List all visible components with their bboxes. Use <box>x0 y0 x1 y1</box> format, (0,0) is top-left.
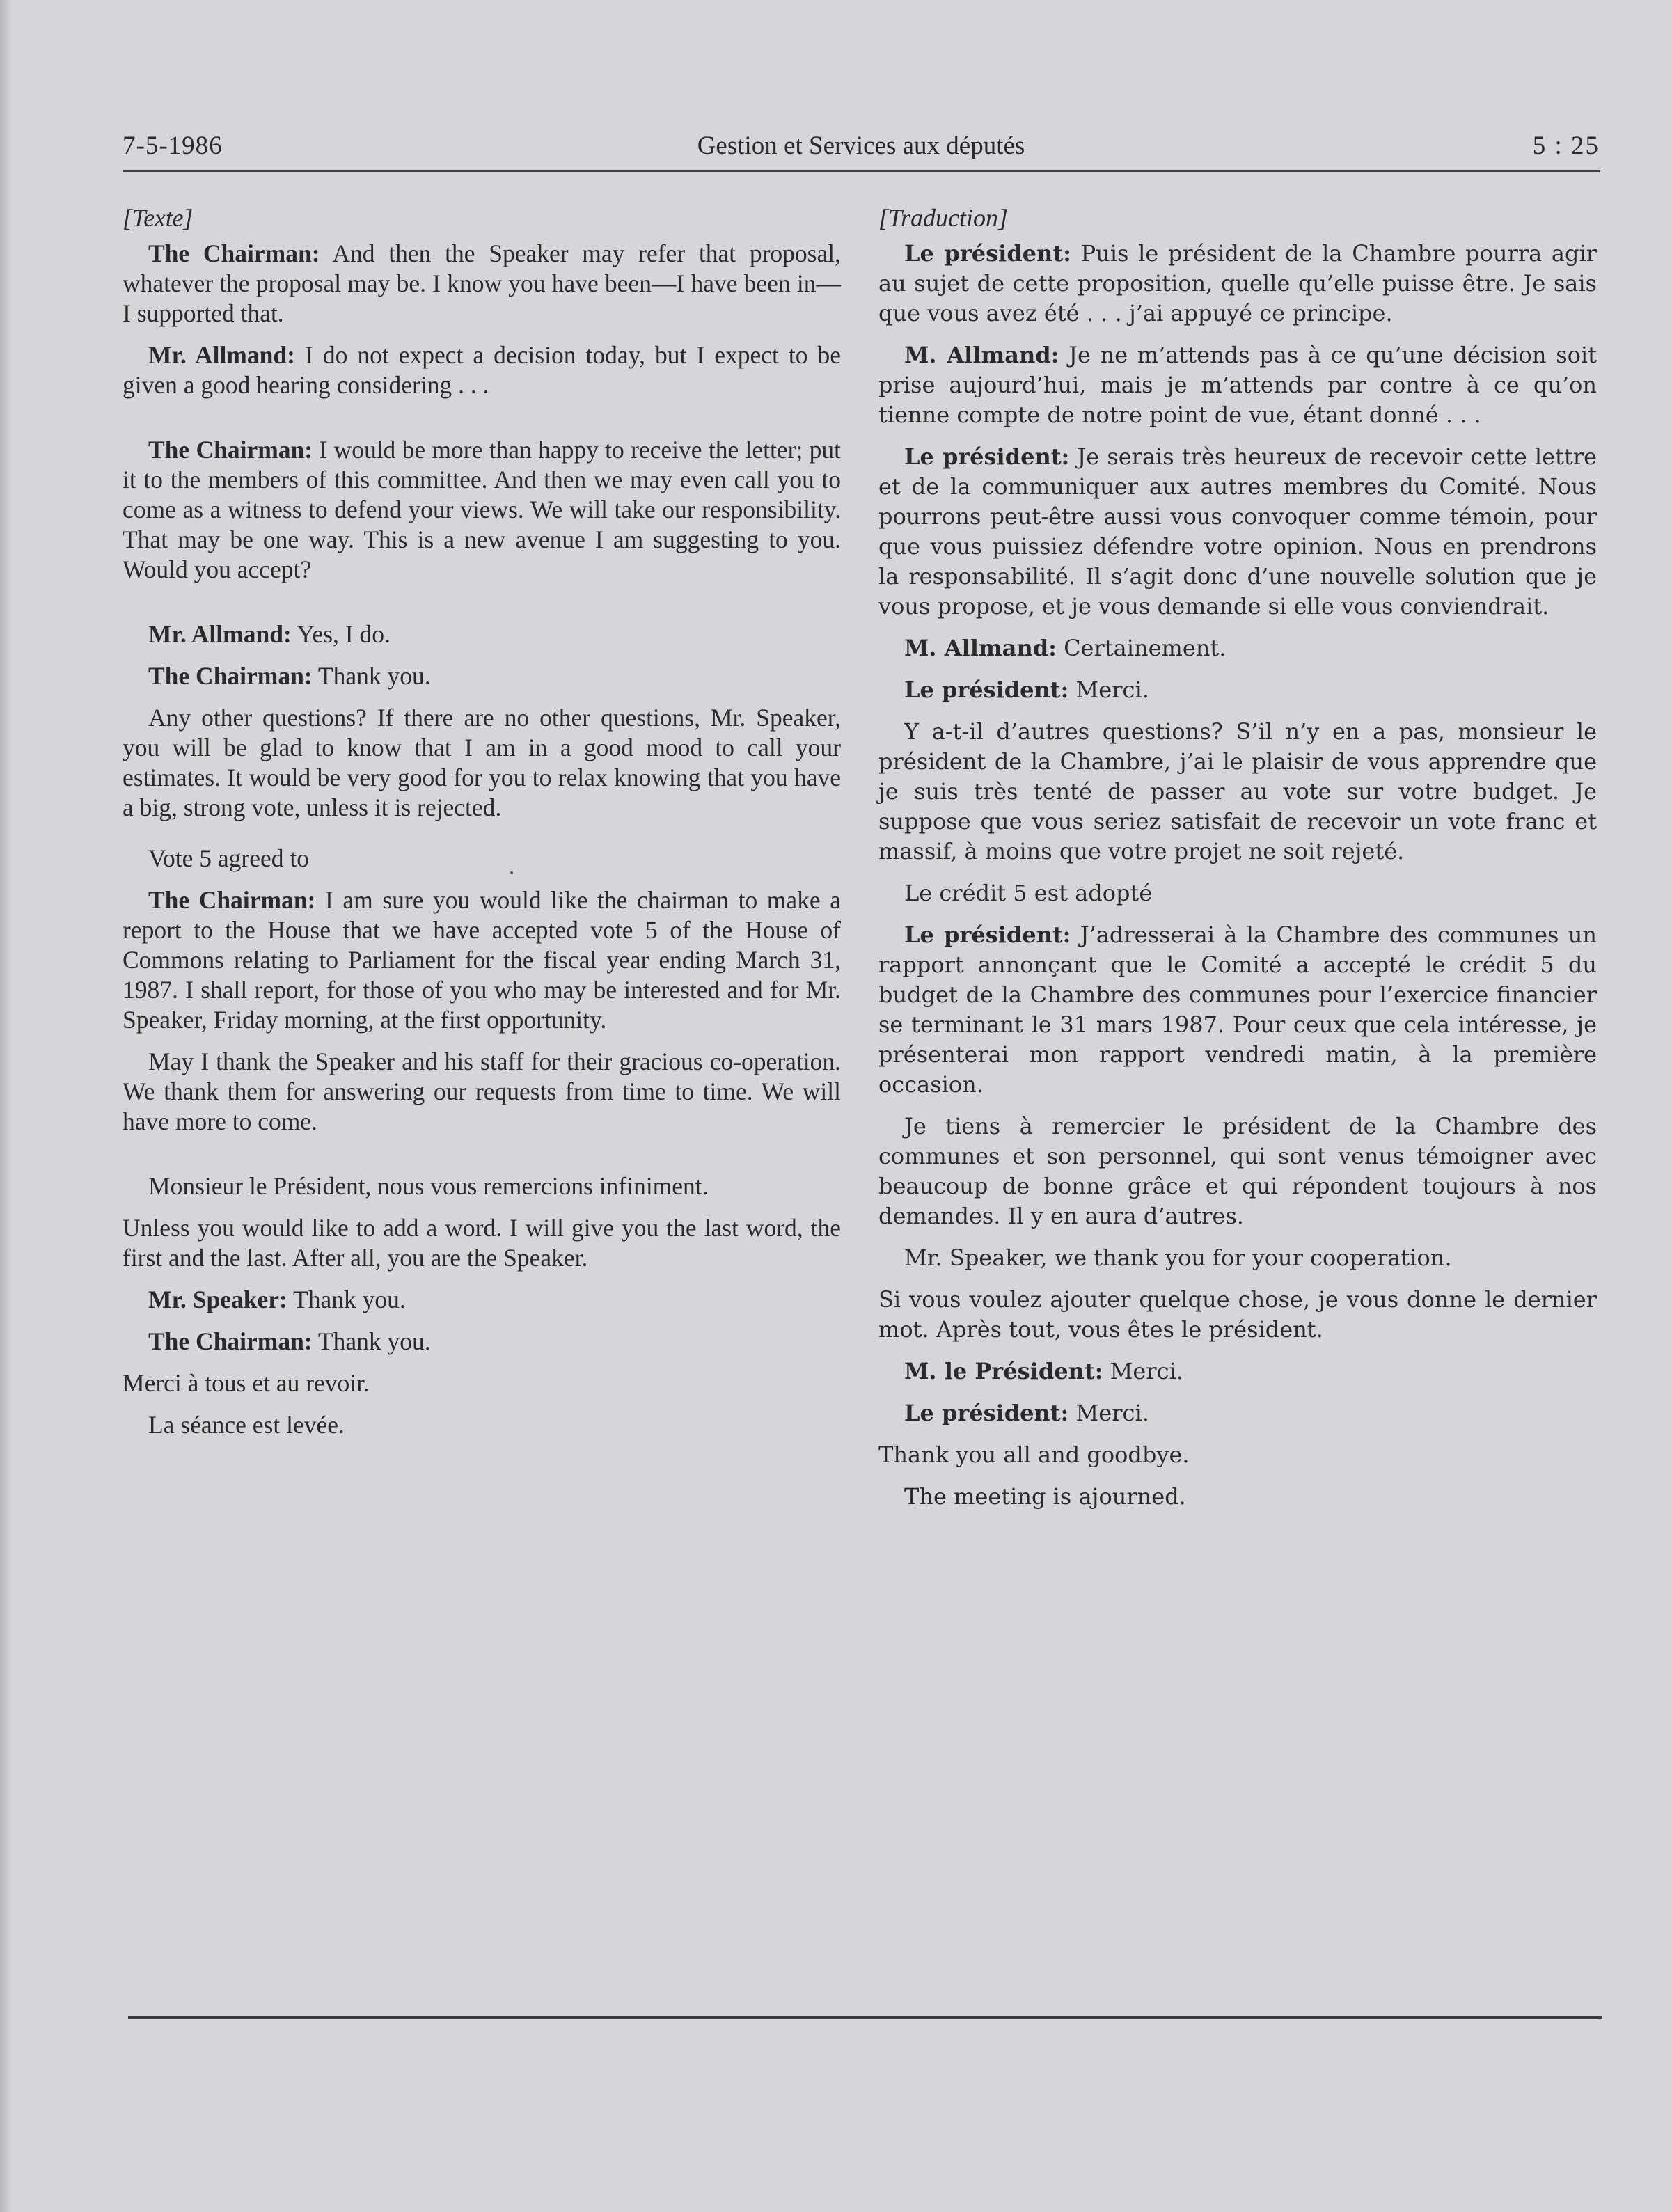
speech-text: Puis le président de la Chambre pourra agir au sujet de cette proposition, quelle qu’elle puisse être. Je sais que vous avez été . . . j’ai appuyé ce principe. <box>878 240 1598 326</box>
vote-note: Vote 5 agreed to <box>148 844 310 872</box>
paragraph <box>123 1327 841 1357</box>
closing-note: The meeting is ajourned. <box>904 1483 1186 1510</box>
paragraph: Monsieur le Président, nous vous remercions infiniment. <box>148 1172 709 1200</box>
footer-rule <box>128 2016 1602 2019</box>
paragraph: Si vous voulez ajouter quelque chose, je vous donne le dernier mot. Après tout, vous êtes le président. <box>878 1286 1597 1343</box>
paragraph <box>878 239 1597 329</box>
speaker-name: The Chairman: <box>148 1327 313 1355</box>
speech-text: I do not expect a decision today, but I expect to be given a good hearing considering . . . <box>123 341 841 399</box>
speech-text: Thank you. <box>312 662 431 690</box>
french-column <box>878 203 1597 1524</box>
header-page-number: 5 : 25 <box>1532 132 1600 160</box>
speaker-name: Mr. Speaker: <box>148 1286 287 1313</box>
speaker-name: The Chairman: <box>148 239 320 267</box>
paragraph: Unless you would like to add a word. I will give you the last word, the first and the last. After all, you are the Speaker. <box>123 1214 841 1272</box>
paragraph <box>123 435 841 585</box>
paragraph <box>123 885 841 1035</box>
paragraph <box>878 920 1597 1100</box>
speaker-name: M. Allmand: <box>904 342 1059 368</box>
paragraph: Y a-t-il d’autres questions? S’il n’y en a pas, monsieur le président de la Chambre, j’ai le plaisir de vous apprendre que je suis très tenté de passer au vote sur votre budget. Je suppose que vous seriez satisfait de recevoir un vote franc et massif, à moins que votre projet ne soit rejeté. <box>878 718 1597 864</box>
paragraph: Thank you all and goodbye. <box>878 1441 1190 1468</box>
speech-text: Certainement. <box>1056 635 1227 661</box>
speech-text: Je serais très heureux de recevoir cette lettre et de la communiquer aux autres membres du Comité. Nous pourrons peut-être aussi vous convoquer comme témoin, pour que vous puissiez défendre votre opinion. Nous en prendrons la responsabilité. Il s’agit donc d’une nouvelle solution que je vous propose, et je vous demande si elle vous conviendrait. <box>878 443 1598 619</box>
header-rule <box>123 170 1600 172</box>
vote-note: Le crédit 5 est adopté <box>904 880 1153 906</box>
column-label: [Texte] <box>123 204 194 232</box>
paragraph <box>123 340 841 400</box>
closing-note: La séance est levée. <box>148 1411 345 1439</box>
header-title: Gestion et Services aux députés <box>697 132 1025 160</box>
speaker-name: Mr. Allmand: <box>148 620 292 648</box>
speech-text: Merci. <box>1103 1358 1183 1384</box>
speaker-name: The Chairman: <box>148 886 316 914</box>
speech-text: I am sure you would like the chairman to make a report to the House that we have accepted vote 5 of the House of Commons relating to Parliament for the fiscal year ending March 31, 1987. I shall report, for those of you who may be interested and for Mr. Speaker, Friday morning, at the first opportunity. <box>123 886 841 1034</box>
paragraph: Mr. Speaker, we thank you for your cooperation. <box>904 1245 1452 1271</box>
speaker-name: The Chairman: <box>148 436 313 464</box>
paragraph <box>878 340 1597 430</box>
speech-text: Merci. <box>1068 677 1149 703</box>
paragraph: May I thank the Speaker and his staff for their gracious co-operation. We thank them for answering our requests from time to time. We will have more to come. <box>123 1048 841 1135</box>
paragraph <box>123 661 841 691</box>
speech-text: Je ne m’attends pas à ce qu’une décision soit prise aujourd’hui, mais je m’attends par contre à ce qu’on tienne compte de notre point de vue, étant donné . . . <box>878 342 1598 428</box>
speech-text: Thank you. <box>312 1327 431 1355</box>
stray-mark <box>510 871 513 874</box>
paragraph <box>123 1285 841 1315</box>
speaker-name: Mr. Allmand: <box>148 341 295 369</box>
speech-text: Yes, I do. <box>291 620 391 648</box>
page-edge-shadow <box>0 0 13 2212</box>
paragraph <box>878 1398 1597 1428</box>
paragraph <box>123 619 841 649</box>
paragraph: Merci à tous et au revoir. <box>123 1369 370 1397</box>
paragraph <box>878 442 1597 622</box>
speaker-name: M. Allmand: <box>904 635 1057 661</box>
paragraph <box>878 633 1597 663</box>
paragraph <box>123 239 841 329</box>
speaker-name: Le président: <box>904 677 1069 703</box>
running-header <box>123 131 1600 170</box>
paragraph <box>878 1357 1597 1387</box>
paragraph: Any other questions? If there are no other questions, Mr. Speaker, you will be glad to know that I am in a good mood to call your estimates. It would be very good for you to relax knowing that you have a big, strong vote, unless it is rejected. <box>123 704 841 821</box>
speaker-name: Le président: <box>904 922 1071 948</box>
speech-text: I would be more than happy to receive the letter; put it to the members of this committee. And then we may even call you to come as a witness to defend your views. We will take our responsibility. That may be one way. This is a new avenue I am suggesting to you. Would you accept? <box>123 436 841 583</box>
speaker-name: Le président: <box>904 1400 1069 1426</box>
paragraph <box>878 675 1597 705</box>
speech-text: Merci. <box>1068 1400 1149 1426</box>
header-date: 7-5-1986 <box>123 132 223 160</box>
paragraph: Je tiens à remercier le président de la Chambre des communes et son personnel, qui sont venus témoigner avec beaucoup de bonne grâce et qui répondent toujours à nos demandes. Il y en aura d’autres. <box>878 1113 1597 1229</box>
speaker-name: M. le Président: <box>904 1358 1103 1384</box>
speech-text: And then the Speaker may refer that proposal, whatever the proposal may be. I know you have been—I have been in—I supported that. <box>123 239 841 327</box>
speech-text: Thank you. <box>287 1286 406 1313</box>
column-label: [Traduction] <box>878 204 1009 232</box>
speaker-name: Le président: <box>904 240 1071 267</box>
speaker-name: Le président: <box>904 443 1070 470</box>
speech-text: J’adresserai à la Chambre des communes un rapport annonçant que le Comité a accepté le crédit 5 du budget de la Chambre des communes pour l’exercice financier se terminant le 31 mars 1987. Pour ceux que cela intéresse, je présenterai mon rapport vendredi matin, à la première occasion. <box>878 922 1598 1098</box>
speaker-name: The Chairman: <box>148 662 313 690</box>
english-column <box>123 203 841 1452</box>
